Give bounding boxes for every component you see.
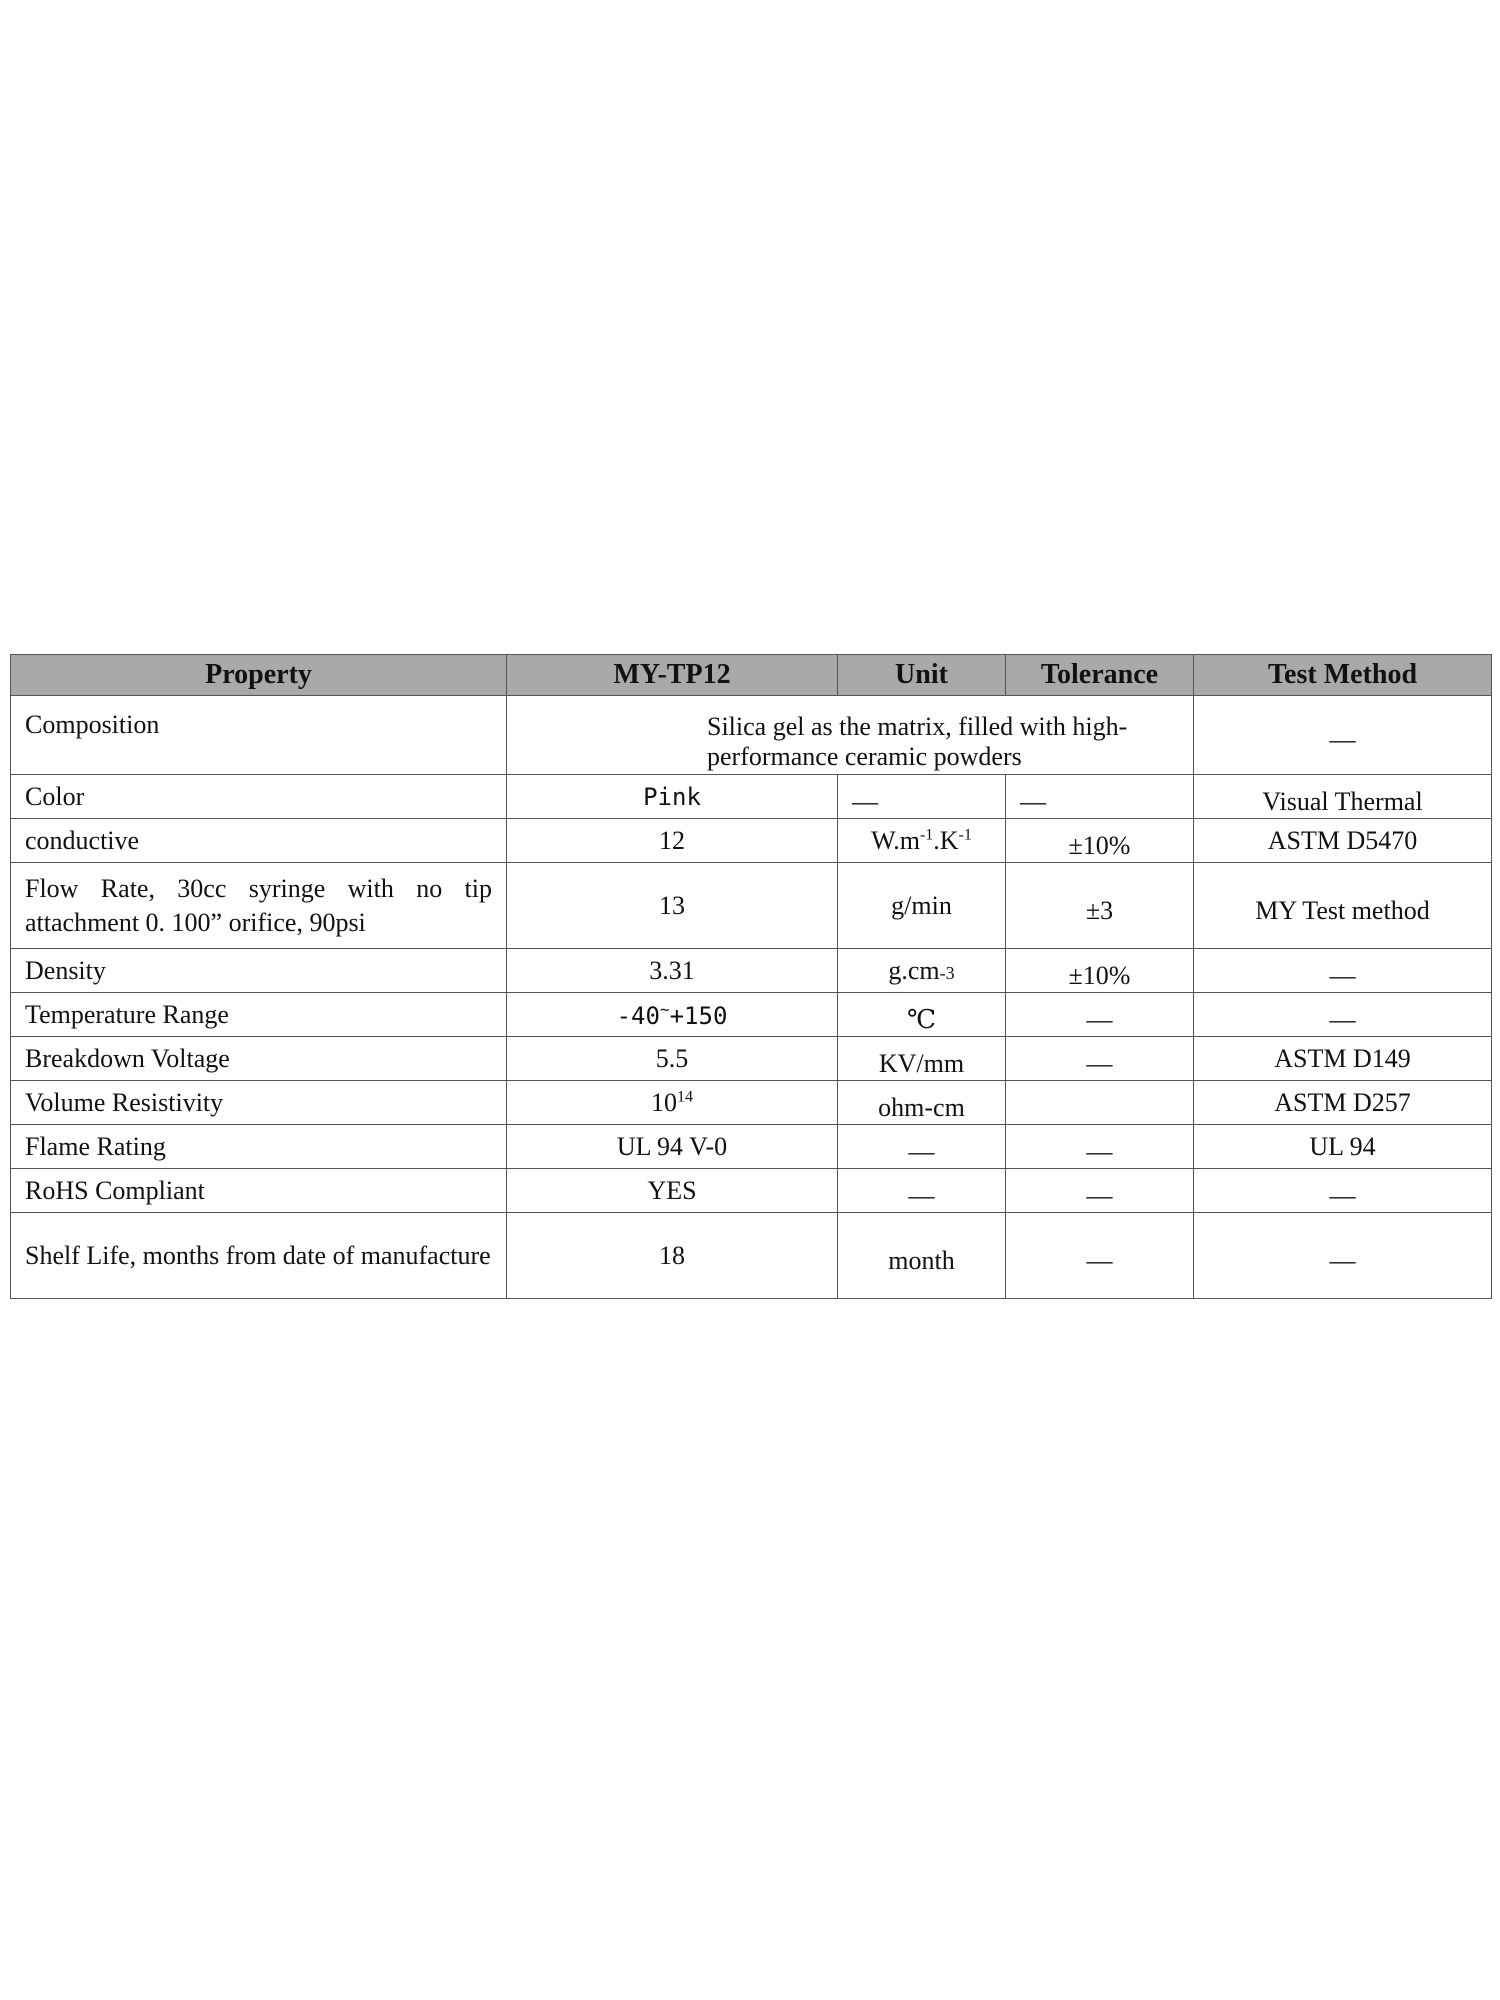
unit-cell <box>838 1037 1006 1081</box>
table-row <box>11 819 1492 863</box>
unit-cell <box>838 1169 1006 1213</box>
tolerance-text: — <box>1086 1136 1113 1166</box>
unit-cell <box>838 1213 1006 1299</box>
value-cell: 5.5 <box>507 1037 838 1081</box>
composition-value-cell <box>507 696 1194 775</box>
temp-high-text: +150 <box>669 1001 728 1030</box>
property-text: Shelf Life, months from date of manufacture <box>25 1240 491 1270</box>
tolerance-cell <box>1006 1081 1194 1125</box>
property-cell: Density <box>11 949 507 993</box>
property-cell: Color <box>11 775 507 819</box>
value-cell <box>507 1081 838 1125</box>
test-method-text: — <box>1329 1180 1356 1210</box>
tolerance-text: — <box>1086 1004 1113 1034</box>
header-unit: Unit <box>838 655 1006 696</box>
table-row <box>11 863 1492 949</box>
table-row <box>11 1081 1492 1125</box>
unit-text: W.m <box>871 825 920 855</box>
tolerance-cell <box>1006 949 1194 993</box>
unit-cell <box>838 993 1006 1037</box>
value-exponent: 14 <box>677 1087 693 1105</box>
unit-cell <box>838 949 1006 993</box>
unit-cell <box>838 1081 1006 1125</box>
test-method-text: — <box>1329 725 1356 754</box>
test-method-text: — <box>1329 1004 1356 1034</box>
unit-text: ℃ <box>906 1004 937 1034</box>
tolerance-cell <box>1006 1125 1194 1169</box>
spec-table <box>10 654 1492 1299</box>
tolerance-cell <box>1006 1169 1194 1213</box>
property-cell: Breakdown Voltage <box>11 1037 507 1081</box>
unit-exponent: -1 <box>958 825 972 843</box>
tolerance-cell <box>1006 819 1194 863</box>
unit-text: — <box>908 1180 935 1210</box>
tolerance-text: ±3 <box>1085 895 1114 925</box>
composition-text: Silica gel as the matrix, filled with high-performance ceramic powders <box>707 712 1128 771</box>
tolerance-text: — <box>1086 1245 1113 1275</box>
test-method-cell <box>1194 775 1492 819</box>
unit-cell <box>838 1125 1006 1169</box>
unit-text: month <box>888 1245 955 1275</box>
table-row <box>11 1125 1492 1169</box>
header-tolerance: Tolerance <box>1006 655 1194 696</box>
test-method-cell <box>1194 949 1492 993</box>
test-method-text: Visual Thermal <box>1262 786 1423 816</box>
test-method-cell: ASTM D5470 <box>1194 819 1492 863</box>
property-cell: RoHS Compliant <box>11 1169 507 1213</box>
value-cell: UL 94 V-0 <box>507 1125 838 1169</box>
test-method-cell: ASTM D149 <box>1194 1037 1492 1081</box>
table-row <box>11 1037 1492 1081</box>
table-row <box>11 1213 1492 1299</box>
tolerance-cell <box>1006 993 1194 1037</box>
test-method-cell <box>1194 993 1492 1037</box>
tolerance-text: — <box>1020 786 1046 816</box>
property-cell: Composition <box>11 696 507 775</box>
test-method-cell: UL 94 <box>1194 1125 1492 1169</box>
table-row <box>11 1169 1492 1213</box>
property-cell: conductive <box>11 819 507 863</box>
test-method-cell <box>1194 1213 1492 1299</box>
header-test-method: Test Method <box>1194 655 1492 696</box>
value-base: 10 <box>651 1087 677 1117</box>
test-method-text: — <box>1329 1245 1356 1275</box>
value-cell: 13 <box>507 863 838 949</box>
tolerance-text: — <box>1086 1048 1113 1078</box>
unit-exponent: -3 <box>939 962 955 983</box>
value-cell: Pink <box>507 775 838 819</box>
unit-text: ohm-cm <box>878 1092 965 1122</box>
property-cell: Temperature Range <box>11 993 507 1037</box>
table-row <box>11 775 1492 819</box>
header-property: Property <box>11 655 507 696</box>
unit-text: KV/mm <box>878 1048 965 1078</box>
property-cell: Flame Rating <box>11 1125 507 1169</box>
test-method-cell <box>1194 696 1492 775</box>
value-cell: 18 <box>507 1213 838 1299</box>
test-method-cell: ASTM D257 <box>1194 1081 1492 1125</box>
header-product: MY-TP12 <box>507 655 838 696</box>
value-cell <box>507 993 838 1037</box>
unit-exponent: -1 <box>919 825 934 843</box>
value-cell: 12 <box>507 819 838 863</box>
table-row <box>11 949 1492 993</box>
unit-cell: g/min <box>838 863 1006 949</box>
unit-cell <box>838 819 1006 863</box>
unit-text: — <box>908 1136 935 1166</box>
test-method-text: — <box>1329 960 1356 990</box>
tolerance-cell <box>1006 1213 1194 1299</box>
unit-text: — <box>852 786 878 816</box>
test-method-cell <box>1194 863 1492 949</box>
tolerance-text: ±10% <box>1068 830 1131 860</box>
value-cell: YES <box>507 1169 838 1213</box>
test-method-cell <box>1194 1169 1492 1213</box>
unit-text: .K <box>933 825 959 855</box>
test-method-text: MY Test method <box>1255 895 1430 925</box>
tolerance-text: — <box>1086 1180 1113 1210</box>
temp-tilde: ~ <box>659 999 670 1019</box>
header-row <box>11 655 1492 696</box>
unit-cell <box>838 775 1006 819</box>
property-cell <box>11 1213 507 1299</box>
tolerance-cell <box>1006 863 1194 949</box>
table-row <box>11 696 1492 775</box>
table-row <box>11 993 1492 1037</box>
temp-low-text: -40 <box>616 1001 660 1030</box>
unit-text: g.cm <box>888 955 940 985</box>
tolerance-cell <box>1006 1037 1194 1081</box>
property-cell: Flow Rate, 30cc syringe with no tip attachment 0. 100” orifice, 90psi <box>11 863 507 949</box>
value-cell: 3.31 <box>507 949 838 993</box>
tolerance-cell <box>1006 775 1194 819</box>
tolerance-text: ±10% <box>1068 960 1131 990</box>
property-cell: Volume Resistivity <box>11 1081 507 1125</box>
